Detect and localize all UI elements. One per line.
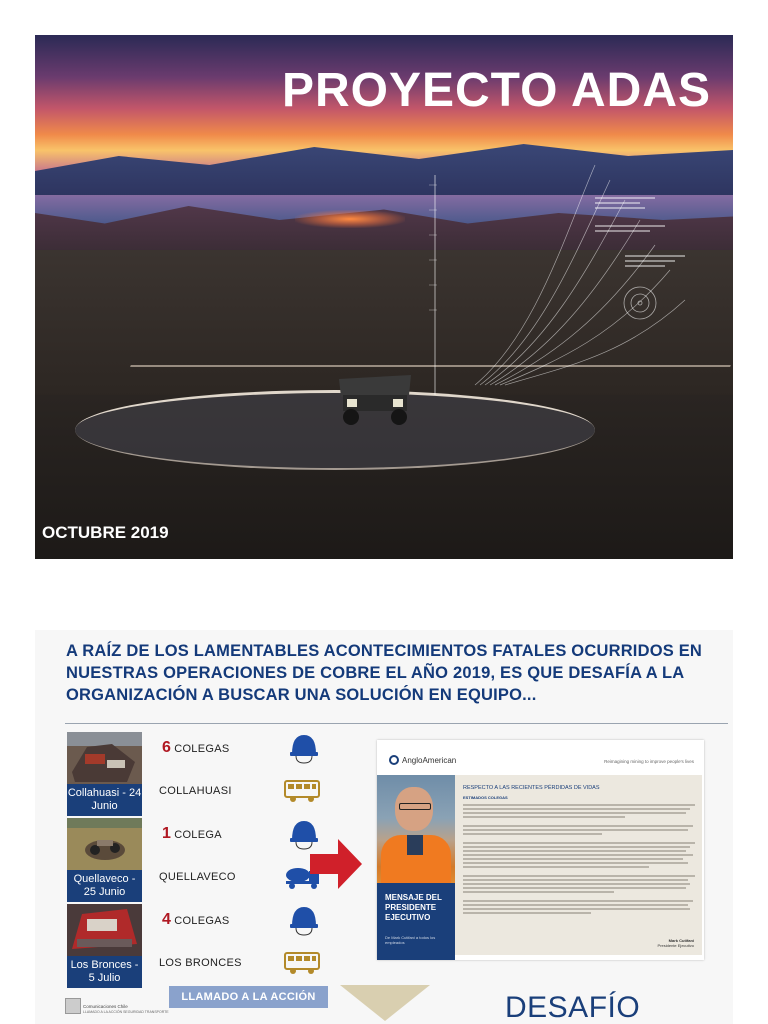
count-label: COLEGAS — [174, 915, 230, 927]
call-to-action-banner: LLAMADO A LA ACCIÓN — [169, 986, 328, 1008]
incident-caption: Quellaveco - 25 Junio — [67, 870, 142, 902]
bus-wreck-image — [67, 904, 142, 956]
fatality-count — [162, 825, 222, 843]
portrait-glasses — [399, 803, 431, 810]
right-arrow-icon — [310, 839, 362, 889]
incident-row — [67, 732, 327, 816]
site-name: COLLAHUASI — [159, 785, 232, 797]
incident-row — [67, 818, 327, 902]
cover-date: OCTUBRE 2019 — [42, 523, 169, 542]
site-name: QUELLAVECO — [159, 871, 236, 883]
challenge-slide — [35, 630, 733, 1024]
haul-truck-image — [335, 373, 415, 425]
hard-hat-icon — [289, 732, 319, 764]
email-subject: LLAMADO A LA ACCIÓN SEGURIDAD TRANSPORTE — [83, 1010, 169, 1014]
fatality-count — [162, 739, 230, 757]
portrait-collar — [407, 835, 423, 855]
signature-name: Mark Cutifani — [668, 938, 694, 943]
challenge-title: DESAFÍO — [505, 991, 641, 1024]
cover-subheading: De Mark Cutifani a todos los empleados — [385, 935, 436, 945]
incident-row — [67, 904, 327, 988]
overturned-vehicle-image — [67, 818, 142, 870]
email-sender: Comunicaciones Chile — [83, 1004, 128, 1009]
document-heading: RESPECTO A LAS RECIENTES PÉRDIDAS DE VIDAS — [463, 785, 600, 791]
incident-photo — [67, 904, 142, 988]
cover-heading: MENSAJE DEL PRESIDENTE EJECUTIVO — [385, 893, 442, 922]
logo-text: AngloAmerican — [402, 755, 457, 765]
down-chevron-icon — [340, 985, 430, 1021]
document-text-lines — [463, 804, 695, 916]
incident-caption: Collahuasi - 24 Junio — [67, 784, 142, 816]
count-number: 4 — [162, 911, 172, 928]
count-label: COLEGA — [174, 829, 222, 841]
slide-headline: A RAÍZ DE LOS LAMENTABLES ACONTECIMIENTOS FATALES OCURRIDOS EN NUESTRAS OPERACIONES DE COBRE EL AÑO 2019, ES QUE DESAFÍA A LA ORGANIZACIÓN A BUSCAR UNA SOLUCIÓN EN EQUIPO... — [66, 642, 703, 704]
count-number: 1 — [162, 825, 172, 842]
horizon-glow — [295, 210, 405, 228]
document-salutation: ESTIMADOS COLEGAS — [463, 795, 508, 800]
document-cover-band — [377, 883, 455, 960]
bus-icon — [284, 951, 320, 975]
vehicle-wreck-image — [67, 732, 142, 784]
ceo-message-document — [377, 740, 704, 960]
company-logo — [389, 755, 456, 765]
sender-avatar — [65, 998, 81, 1014]
cover-title: PROYECTO ADAS — [281, 64, 711, 117]
data-overlay-graphic — [415, 155, 715, 395]
divider — [65, 723, 728, 724]
document-signature — [658, 938, 694, 948]
logo-mark-icon — [389, 755, 399, 765]
bus-icon — [284, 779, 320, 803]
executive-portrait — [377, 775, 455, 883]
incident-caption: Los Bronces - 5 Julio — [67, 956, 142, 988]
count-number: 6 — [162, 739, 172, 756]
incident-photo — [67, 818, 142, 902]
count-label: COLEGAS — [174, 743, 230, 755]
hard-hat-icon — [289, 904, 319, 936]
site-name: LOS BRONCES — [159, 957, 242, 969]
cover-slide — [35, 35, 733, 559]
incident-photo — [67, 732, 142, 816]
document-tagline: Reimagining mining to improve people's lives — [604, 759, 694, 764]
signature-role: Presidente Ejecutivo — [657, 943, 694, 948]
fatality-count — [162, 911, 230, 929]
